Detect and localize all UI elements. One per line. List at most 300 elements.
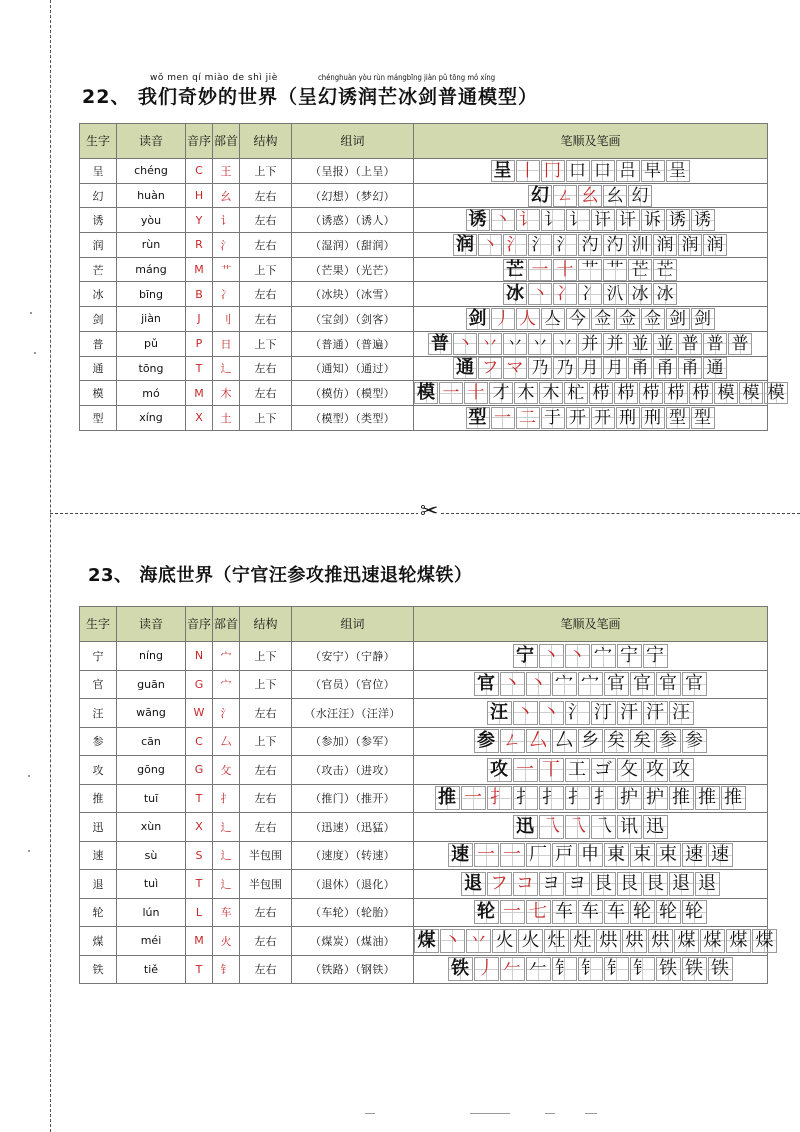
stroke-step-box: 冰 [653,283,677,305]
stroke-step-box: 轮 [656,900,681,924]
pinyin-cell: rùn [117,233,186,258]
footer-mark [545,1113,555,1114]
stroke-step-box: 幺 [603,185,627,207]
words-cell: （湿润）（甜润） [292,233,414,258]
stroke-step-box: 钅 [630,957,655,981]
letter-cell: T [186,955,213,984]
stroke-char-box: 退 [461,872,486,896]
stroke-step-box: 乃 [553,357,577,379]
header-radical: 部首 [213,124,240,159]
radical-cell: 木 [213,381,240,406]
char-cell: 参 [80,727,117,756]
stroke-step-box: 铁 [682,957,707,981]
stroke-step-box: 汀 [591,701,616,725]
stroke-step-box: 冫 [553,283,577,305]
structure-cell: 左右 [240,208,292,233]
stroke-order-cell [414,381,785,406]
table-row [80,841,768,870]
stroke-step-box: 讦 [591,209,615,231]
stroke-step-box: 速 [708,843,733,867]
letter-cell: R [186,233,213,258]
letter-cell: M [186,927,213,956]
stroke-step-box: 艮 [591,872,616,896]
stroke-step-box: 扌 [539,786,564,810]
stroke-step-box: 护 [643,786,668,810]
stroke-step-box: 木 [514,382,538,404]
title-pinyin-22: wǒ men qí miào de shì jiè [150,73,278,83]
stroke-step-box: 栉 [664,382,688,404]
stroke-step-box: 推 [669,786,694,810]
stroke-step-box: 模 [764,382,788,404]
stroke-step-box: 亼 [541,308,565,330]
letter-cell: T [186,356,213,381]
stroke-char-box: 诱 [466,209,490,231]
stroke-step-box: フ [478,357,502,379]
radical-cell: 辶 [213,841,240,870]
stroke-order-cell [414,356,768,381]
stroke-step-box: 冂 [541,160,565,182]
stroke-step-box: 汌 [628,234,652,256]
header-structure: 结构 [240,607,292,642]
structure-cell: 半包围 [240,841,292,870]
stroke-step-box: 宁 [643,644,668,668]
stroke-order-cell [414,699,768,728]
pinyin-cell: xíng [117,405,186,430]
stroke-step-box: 刑 [616,407,640,429]
stroke-step-box: 官 [656,672,681,696]
stroke-char-box: 呈 [491,160,515,182]
table-row [80,670,768,699]
stroke-char-box: 速 [448,843,473,867]
stroke-step-box: 一 [491,407,515,429]
letter-cell: J [186,307,213,332]
stroke-step-box: 甬 [678,357,702,379]
stroke-step-box: 车 [578,900,603,924]
stroke-step-box: 型 [666,407,690,429]
letter-cell: M [186,381,213,406]
pinyin-cell: guān [117,670,186,699]
stroke-step-box: 型 [691,407,715,429]
radical-cell: 宀 [213,670,240,699]
stroke-step-box: 幺 [578,185,602,207]
stroke-step-box: 佥 [641,308,665,330]
letter-cell: T [186,784,213,813]
stroke-step-box: 剑 [691,308,715,330]
table-row [80,381,768,406]
stroke-step-box: 氵 [503,234,527,256]
stroke-step-box: ゴ [591,758,616,782]
stroke-step-box: 丶 [491,209,515,231]
stroke-order-cell [414,405,768,430]
table-row [80,405,768,430]
margin-mark [28,850,30,852]
stroke-step-box: 钅 [604,957,629,981]
stroke-char-box: 芒 [503,259,527,281]
radical-cell: 辶 [213,813,240,842]
words-cell: （煤炭）（煤油） [292,927,414,956]
stroke-step-box: 宀 [578,672,603,696]
stroke-step-box: 火 [518,929,543,953]
radical-cell: 王 [213,159,240,184]
structure-cell: 上下 [240,670,292,699]
stroke-step-box: 煤 [752,929,777,953]
stroke-step-box: 润 [703,234,727,256]
stroke-step-box: 佥 [591,308,615,330]
stroke-step-box: 车 [604,900,629,924]
stroke-step-box: 冰 [628,283,652,305]
stroke-step-box: 丶 [478,234,502,256]
stroke-step-box: フ [487,872,512,896]
stroke-step-box: 並 [653,333,677,355]
stroke-order-cell [414,727,768,756]
pinyin-cell: méi [117,927,186,956]
stroke-step-box: 煤 [674,929,699,953]
stroke-char-box: 官 [474,672,499,696]
table-row [80,813,768,842]
lesson-22-title: 22、 我们奇妙的世界（呈幻诱润芒冰剑普通模型） [82,86,539,108]
pinyin-cell: sù [117,841,186,870]
char-cell: 芒 [80,257,117,282]
letter-cell: C [186,727,213,756]
stroke-step-box: マ [503,357,527,379]
char-cell: 幻 [80,183,117,208]
table-row [80,898,768,927]
stroke-char-box: 模 [414,382,438,404]
stroke-step-box: 并 [603,333,627,355]
radical-cell: 车 [213,898,240,927]
stroke-step-box: 普 [703,333,727,355]
stroke-step-box: 扌 [487,786,512,810]
table-row [80,159,768,184]
stroke-step-box: 攵 [617,758,642,782]
stroke-step-box: 十 [464,382,488,404]
letter-cell: X [186,405,213,430]
pinyin-cell: tuī [117,784,186,813]
stroke-step-box: 轮 [682,900,707,924]
char-cell: 铁 [80,955,117,984]
stroke-step-box: 灶 [570,929,595,953]
stroke-order-cell [414,282,768,307]
stroke-step-box: 艹 [603,259,627,281]
structure-cell: 左右 [240,898,292,927]
pinyin-cell: mó [117,381,186,406]
title-pinyin-22-chars: chénghuàn yòu rùn mángbīng jiàn pǔ tōng mó xíng [318,73,496,82]
letter-cell: N [186,642,213,671]
pinyin-cell: pǔ [117,331,186,356]
stroke-step-box: 今 [566,308,590,330]
stroke-step-box: 乡 [578,729,603,753]
stroke-step-box: 官 [604,672,629,696]
stroke-step-box: 扌 [565,786,590,810]
stroke-step-box: 开 [591,407,615,429]
stroke-step-box: 汪 [669,701,694,725]
stroke-step-box: 讯 [617,815,642,839]
stroke-order-cell [414,784,768,813]
table-row [80,257,768,282]
table-row [80,870,768,899]
header-letter: 音序 [186,607,213,642]
structure-cell: 左右 [240,183,292,208]
pinyin-cell: xùn [117,813,186,842]
stroke-step-box: 栉 [614,382,638,404]
stroke-step-box: 汃 [603,283,627,305]
table-row [80,183,768,208]
stroke-step-box: 束 [630,843,655,867]
stroke-step-box: 乁 [539,815,564,839]
words-cell: （迅速）（迅猛） [292,813,414,842]
stroke-step-box: 润 [678,234,702,256]
stroke-step-box: 开 [566,407,590,429]
table-row [80,927,768,956]
pinyin-cell: lún [117,898,186,927]
stroke-order-cell [414,331,768,356]
char-cell: 冰 [80,282,117,307]
char-cell: 速 [80,841,117,870]
stroke-step-box: 厶 [552,729,577,753]
stroke-step-box: ㄥ [553,185,577,207]
words-cell: （推门）（推开） [292,784,414,813]
stroke-step-box: 通 [703,357,727,379]
stroke-step-box: 一 [500,900,525,924]
pinyin-cell: yòu [117,208,186,233]
radical-cell: 攵 [213,756,240,785]
stroke-order-cell [414,756,768,785]
stroke-char-box: 轮 [474,900,499,924]
char-cell: 普 [80,331,117,356]
words-cell: （呈报）（上呈） [292,159,414,184]
char-cell: 宁 [80,642,117,671]
stroke-order-cell [414,898,768,927]
stroke-order-cell [414,159,768,184]
stroke-step-box: 栉 [689,382,713,404]
stroke-order-cell [414,813,768,842]
radical-cell: 艹 [213,257,240,282]
stroke-step-box: 束 [656,843,681,867]
scissors-icon: ✂ [420,499,439,524]
stroke-step-box: 官 [630,672,655,696]
stroke-step-box: 煤 [726,929,751,953]
stroke-order-cell [414,955,768,984]
words-cell: （普通）（普遍） [292,331,414,356]
lesson-23-title: 23、 海底世界（宁官汪参攻推迅速退轮煤铁） [88,565,473,586]
stroke-step-box: 铁 [656,957,681,981]
stroke-step-box: 丶 [539,701,564,725]
stroke-char-box: 攻 [487,758,512,782]
structure-cell: 半包围 [240,870,292,899]
stroke-char-box: 铁 [448,957,473,981]
stroke-order-cell [414,670,768,699]
radical-cell: 日 [213,331,240,356]
stroke-order-cell [414,257,768,282]
stroke-step-box: 吕 [616,160,640,182]
stroke-step-box: 讦 [616,209,640,231]
stroke-step-box: 钅 [578,957,603,981]
stroke-char-box: 迅 [513,815,538,839]
words-cell: （参加）（参军） [292,727,414,756]
lesson-22-table [79,123,785,431]
radical-cell: 幺 [213,183,240,208]
letter-cell: S [186,841,213,870]
stroke-step-box: 申 [578,843,603,867]
radical-cell: 刂 [213,307,240,332]
structure-cell: 左右 [240,233,292,258]
stroke-step-box: 普 [728,333,752,355]
stroke-char-box: 普 [428,333,452,355]
pinyin-cell: cān [117,727,186,756]
header-char: 生字 [80,124,117,159]
stroke-step-box: 艮 [643,872,668,896]
table-row [80,699,768,728]
stroke-char-box: 幻 [528,185,552,207]
words-cell: （模仿）（模型） [292,381,414,406]
stroke-step-box: 丷 [553,333,577,355]
stroke-step-box: 并 [578,333,602,355]
stroke-step-box: コ [513,872,538,896]
char-cell: 通 [80,356,117,381]
stroke-step-box: 𠂉 [526,957,551,981]
stroke-step-box: 甬 [628,357,652,379]
stroke-order-cell [414,841,768,870]
pinyin-cell: máng [117,257,186,282]
stroke-step-box: 工 [565,758,590,782]
char-cell: 剑 [80,307,117,332]
header-pinyin: 读音 [117,607,186,642]
stroke-step-box: 丶 [528,283,552,305]
table-row [80,233,768,258]
char-cell: 模 [80,381,117,406]
header-pinyin: 读音 [117,124,186,159]
stroke-step-box: 润 [653,234,677,256]
stroke-char-box: 通 [453,357,477,379]
words-cell: （铁路）（钢铁） [292,955,414,984]
stroke-step-box: 参 [682,729,707,753]
stroke-step-box: 煤 [700,929,725,953]
stroke-step-box: 攻 [643,758,668,782]
table-row [80,642,768,671]
letter-cell: H [186,183,213,208]
stroke-step-box: 模 [714,382,738,404]
stroke-step-box: 厂 [526,843,551,867]
stroke-step-box: 木 [539,382,563,404]
table-row [80,955,768,984]
stroke-step-box: 铁 [708,957,733,981]
words-cell: （芒果）（光芒） [292,257,414,282]
words-cell: （安宁）（宁静） [292,642,414,671]
stroke-step-box: 一 [528,259,552,281]
radical-cell: 冫 [213,282,240,307]
stroke-order-cell [414,307,768,332]
char-cell: 迅 [80,813,117,842]
header-radical: 部首 [213,607,240,642]
stroke-step-box: 诱 [666,209,690,231]
stroke-step-box: 栉 [589,382,613,404]
header-structure: 结构 [240,124,292,159]
radical-cell: 讠 [213,208,240,233]
lesson-23-table [79,606,774,984]
stroke-step-box: 芒 [628,259,652,281]
words-cell: （冰块）（冰雪） [292,282,414,307]
stroke-step-box: 烘 [648,929,673,953]
structure-cell: 左右 [240,282,292,307]
structure-cell: 左右 [240,307,292,332]
stroke-step-box: 氵 [528,234,552,256]
stroke-step-box: 丶 [526,672,551,696]
stroke-step-box: 扌 [513,786,538,810]
stroke-char-box: 润 [453,234,477,256]
stroke-step-box: 灶 [544,929,569,953]
char-cell: 呈 [80,159,117,184]
stroke-step-box: 汗 [617,701,642,725]
stroke-step-box: 汗 [643,701,668,725]
stroke-step-box: 栉 [639,382,663,404]
radical-cell: 氵 [213,699,240,728]
structure-cell: 上下 [240,642,292,671]
words-cell: （官员）（官位） [292,670,414,699]
table-row [80,208,768,233]
stroke-step-box: 火 [492,929,517,953]
stroke-step-box: 一 [474,843,499,867]
stroke-step-box: 参 [656,729,681,753]
table-header [80,607,768,642]
stroke-step-box: 杧 [564,382,588,404]
words-cell: （模型）（类型） [292,405,414,430]
pinyin-cell: chéng [117,159,186,184]
stroke-step-box: 丶 [500,672,525,696]
stroke-step-box: 丷 [528,333,552,355]
stroke-step-box: 二 [516,407,540,429]
header-char: 生字 [80,607,117,642]
stroke-step-box: 口 [566,160,590,182]
radical-cell: 土 [213,405,240,430]
structure-cell: 左右 [240,813,292,842]
stroke-order-cell [414,642,768,671]
stroke-step-box: 扌 [591,786,616,810]
stroke-step-box: 丅 [539,758,564,782]
words-cell: （诱惑）（诱人） [292,208,414,233]
words-cell: （攻击）（进攻） [292,756,414,785]
stroke-step-box: 宁 [617,644,642,668]
pinyin-cell: gōng [117,756,186,785]
header-words: 组词 [292,607,414,642]
stroke-step-box: 戸 [552,843,577,867]
stroke-step-box: 退 [669,872,694,896]
stroke-step-box: 迅 [643,815,668,839]
stroke-char-box: 冰 [503,283,527,305]
structure-cell: 上下 [240,727,292,756]
stroke-step-box: 汋 [578,234,602,256]
radical-cell: 钅 [213,955,240,984]
stroke-order-cell [414,233,768,258]
stroke-char-box: 剑 [466,308,490,330]
radical-cell: 扌 [213,784,240,813]
letter-cell: P [186,331,213,356]
pinyin-cell: níng [117,642,186,671]
stroke-step-box: 车 [552,900,577,924]
stroke-step-box: 一 [439,382,463,404]
table-row [80,282,768,307]
stroke-step-box: 轮 [630,900,655,924]
stroke-step-box: 一 [461,786,486,810]
margin-mark [34,352,36,354]
stroke-step-box: 模 [739,382,763,404]
stroke-step-box: 𠂉 [500,957,525,981]
stroke-step-box: 早 [641,160,665,182]
structure-cell: 左右 [240,381,292,406]
radical-cell: 厶 [213,727,240,756]
stroke-step-box: 月 [603,357,627,379]
stroke-step-box: 钅 [552,957,577,981]
stroke-char-box: 参 [474,729,499,753]
